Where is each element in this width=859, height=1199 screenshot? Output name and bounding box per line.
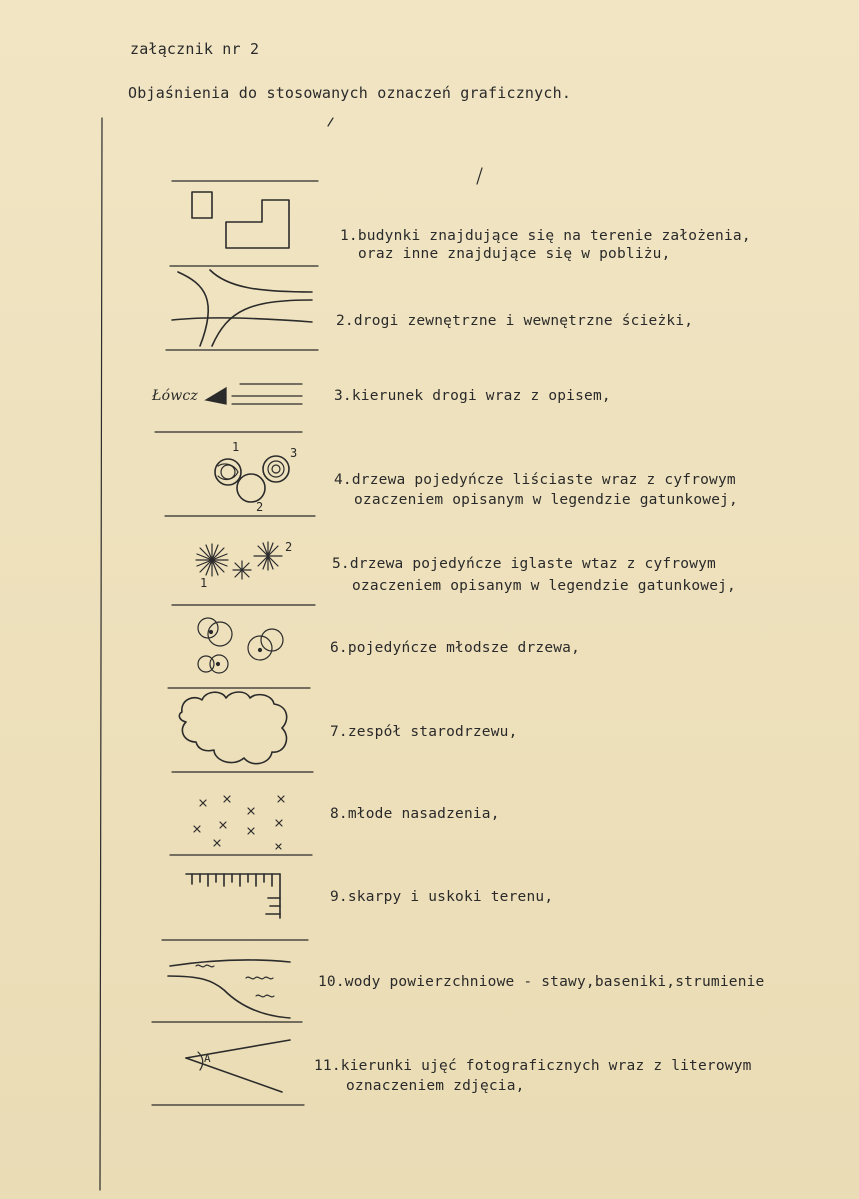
- legend-item-6: 6.pojedyńcze młodsze drzewa,: [330, 640, 581, 656]
- building-symbol: [192, 192, 289, 248]
- tree-number: 2: [256, 500, 264, 514]
- road-symbol: [172, 270, 312, 346]
- deciduous-tree-symbol: [215, 456, 289, 502]
- legend-item-8: 8.młode nasadzenia,: [330, 806, 500, 822]
- tree-number: 1: [200, 576, 208, 590]
- tree-number: 3: [290, 446, 298, 460]
- legend-item-11-line1: 11.kierunki ujęć fotograficznych wraz z literowym: [314, 1058, 752, 1074]
- slope-symbol: [186, 874, 280, 918]
- road-direction-label: Łówcz: [152, 388, 198, 404]
- legend-item-5-line2: ozaczeniem opisanym w legendzie gatunkowej,: [352, 578, 736, 594]
- legend-item-4-line1: 4.drzewa pojedyńcze liściaste wraz z cyfrowym: [334, 472, 736, 488]
- legend-item-4-line2: ozaczeniem opisanym w legendzie gatunkowej,: [354, 492, 738, 508]
- legend-item-11-line2: oznaczeniem zdjęcia,: [346, 1078, 525, 1094]
- stray-mark: [477, 168, 482, 184]
- legend-item-10: 10.wody powierzchniowe - stawy,baseniki,strumienie: [318, 974, 765, 990]
- attachment-label: załącznik nr 2: [130, 40, 260, 58]
- coniferous-tree-symbol: [196, 542, 282, 579]
- stray-mark: [328, 118, 333, 126]
- tree-number: 1: [232, 440, 240, 454]
- old-trees-symbol: [179, 692, 286, 764]
- legend-item-2: 2.drogi zewnętrzne i wewnętrzne ścieżki,: [336, 313, 694, 329]
- margin-line: [100, 118, 102, 1190]
- water-symbol: [168, 960, 290, 1018]
- young-tree-symbol: [198, 618, 283, 673]
- legend-item-3: 3.kierunek drogi wraz z opisem,: [334, 388, 611, 404]
- photo-letter: A: [204, 1052, 211, 1065]
- photo-direction-symbol: [186, 1040, 290, 1092]
- road-direction-symbol: [206, 384, 302, 404]
- legend-item-1-line2: oraz inne znajdujące się w pobliżu,: [358, 246, 671, 262]
- legend-item-5-line1: 5.drzewa pojedyńcze iglaste wtaz z cyfrowym: [332, 556, 716, 572]
- legend-item-7: 7.zespół starodrzewu,: [330, 724, 518, 740]
- page-title: Objaśnienia do stosowanych oznaczeń graficznych.: [128, 84, 572, 102]
- legend-item-1-line1: 1.budynki znajdujące się na terenie założenia,: [340, 228, 751, 244]
- legend-item-9: 9.skarpy i uskoki terenu,: [330, 889, 554, 905]
- tree-number: 2: [285, 540, 293, 554]
- young-plantings-symbol: [194, 796, 284, 849]
